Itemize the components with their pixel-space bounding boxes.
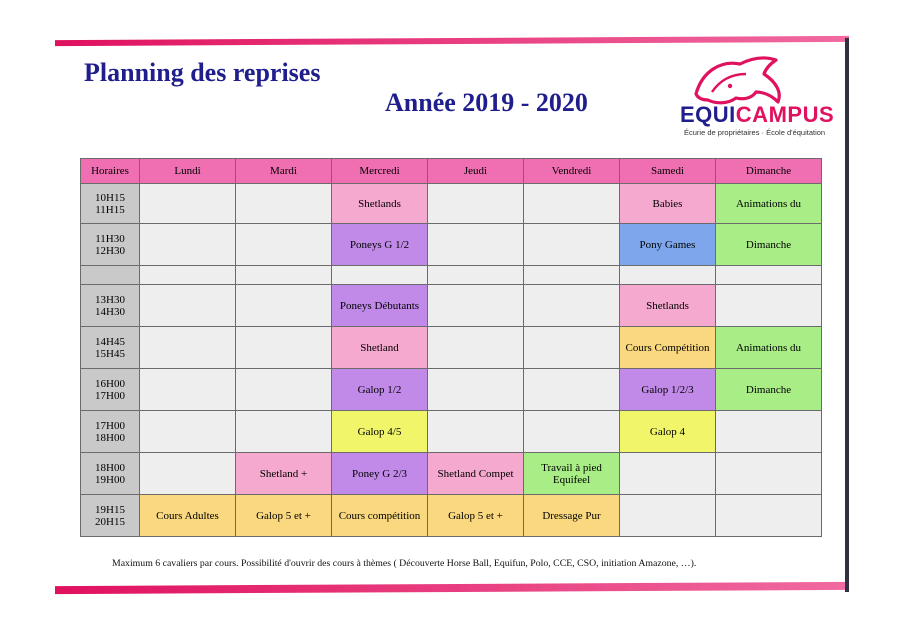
slot-cell xyxy=(140,411,236,453)
time-cell: 10H15 11H15 xyxy=(81,184,140,224)
table-row xyxy=(81,369,822,411)
slot-cell: Shetlands xyxy=(620,285,716,327)
table-row xyxy=(81,327,822,369)
slot-cell xyxy=(716,411,822,453)
brand-logo-text xyxy=(680,102,834,128)
slot-cell xyxy=(428,285,524,327)
slot-cell: Poneys G 1/2 xyxy=(332,224,428,266)
slot-cell xyxy=(620,453,716,495)
page-title: Planning des reprises xyxy=(84,58,321,87)
slot-cell: Pony Games xyxy=(620,224,716,266)
slot-cell xyxy=(236,369,332,411)
slot-cell xyxy=(140,369,236,411)
slot-cell xyxy=(716,453,822,495)
slot-cell: Animations du xyxy=(716,184,822,224)
slot-cell: Shetland Compet xyxy=(428,453,524,495)
slot-cell: Dimanche xyxy=(716,224,822,266)
slot-cell xyxy=(140,184,236,224)
slot-cell xyxy=(716,285,822,327)
table-row xyxy=(81,224,822,266)
slot-cell: Galop 1/2 xyxy=(332,369,428,411)
table-row xyxy=(81,495,822,537)
slot-cell xyxy=(524,224,620,266)
time-cell: 16H00 17H00 xyxy=(81,369,140,411)
time-cell: 18H00 19H00 xyxy=(81,453,140,495)
slot-cell: Animations du xyxy=(716,327,822,369)
slot-cell xyxy=(524,411,620,453)
slot-cell xyxy=(524,184,620,224)
header-dimanche: Dimanche xyxy=(716,159,822,184)
slot-cell xyxy=(524,369,620,411)
slot-cell xyxy=(428,266,524,285)
slot-cell: Shetland + xyxy=(236,453,332,495)
time-cell: 14H45 15H45 xyxy=(81,327,140,369)
time-cell: 17H00 18H00 xyxy=(81,411,140,453)
header-samedi: Samedi xyxy=(620,159,716,184)
slot-cell xyxy=(236,285,332,327)
slot-cell: Travail à pied Equifeel xyxy=(524,453,620,495)
slot-cell: Dimanche xyxy=(716,369,822,411)
header-mercredi: Mercredi xyxy=(332,159,428,184)
right-border-stripe xyxy=(845,38,849,592)
slot-cell: Poneys Débutants xyxy=(332,285,428,327)
slot-cell xyxy=(620,495,716,537)
slot-cell xyxy=(716,266,822,285)
slot-cell: Galop 5 et + xyxy=(428,495,524,537)
slot-cell: Cours compétition xyxy=(332,495,428,537)
slot-cell: Babies xyxy=(620,184,716,224)
slot-cell: Galop 4 xyxy=(620,411,716,453)
slot-cell xyxy=(236,184,332,224)
slot-cell xyxy=(140,327,236,369)
slot-cell: Galop 1/2/3 xyxy=(620,369,716,411)
slot-cell: Galop 4/5 xyxy=(332,411,428,453)
slot-cell xyxy=(236,327,332,369)
header-row xyxy=(81,159,822,184)
brand-part-2: CAMPUS xyxy=(735,102,835,127)
season-year: Année 2019 - 2020 xyxy=(385,88,588,117)
schedule-table xyxy=(80,158,822,537)
header-vendredi: Vendredi xyxy=(524,159,620,184)
slot-cell: Galop 5 et + xyxy=(236,495,332,537)
slot-cell xyxy=(524,285,620,327)
slot-cell: Shetlands xyxy=(332,184,428,224)
header-jeudi: Jeudi xyxy=(428,159,524,184)
slot-cell xyxy=(236,411,332,453)
slot-cell xyxy=(524,327,620,369)
slot-cell: Shetland xyxy=(332,327,428,369)
slot-cell: Cours Adultes xyxy=(140,495,236,537)
brand-part-1: EQUI xyxy=(680,102,736,127)
table-row xyxy=(81,184,822,224)
slot-cell: Poney G 2/3 xyxy=(332,453,428,495)
slot-cell xyxy=(524,266,620,285)
table-row xyxy=(81,411,822,453)
slot-cell xyxy=(140,285,236,327)
slot-cell xyxy=(428,369,524,411)
slot-cell xyxy=(140,224,236,266)
time-cell xyxy=(81,266,140,285)
slot-cell xyxy=(428,327,524,369)
header-horaires: Horaires xyxy=(81,159,140,184)
slot-cell xyxy=(428,184,524,224)
table-row xyxy=(81,285,822,327)
header-mardi: Mardi xyxy=(236,159,332,184)
time-cell: 19H15 20H15 xyxy=(81,495,140,537)
table-row xyxy=(81,453,822,495)
slot-cell: Dressage Pur xyxy=(524,495,620,537)
slot-cell xyxy=(236,224,332,266)
brand-tagline: Écurie de propriétaires · École d'équitation xyxy=(684,128,826,137)
slot-cell xyxy=(140,266,236,285)
slot-cell xyxy=(140,453,236,495)
header-lundi: Lundi xyxy=(140,159,236,184)
slot-cell xyxy=(716,495,822,537)
table-row xyxy=(81,266,822,285)
slot-cell xyxy=(428,411,524,453)
footer-note: Maximum 6 cavaliers par cours. Possibilité d'ouvrir des cours à thèmes ( Découverte Horse Ball, Equifun, Polo, CCE, CSO, initiation Amazone, …). xyxy=(112,558,697,569)
time-cell: 13H30 14H30 xyxy=(81,285,140,327)
slot-cell xyxy=(428,224,524,266)
slot-cell xyxy=(332,266,428,285)
slot-cell xyxy=(236,266,332,285)
slot-cell: Cours Compétition xyxy=(620,327,716,369)
time-cell: 11H30 12H30 xyxy=(81,224,140,266)
slot-cell xyxy=(620,266,716,285)
